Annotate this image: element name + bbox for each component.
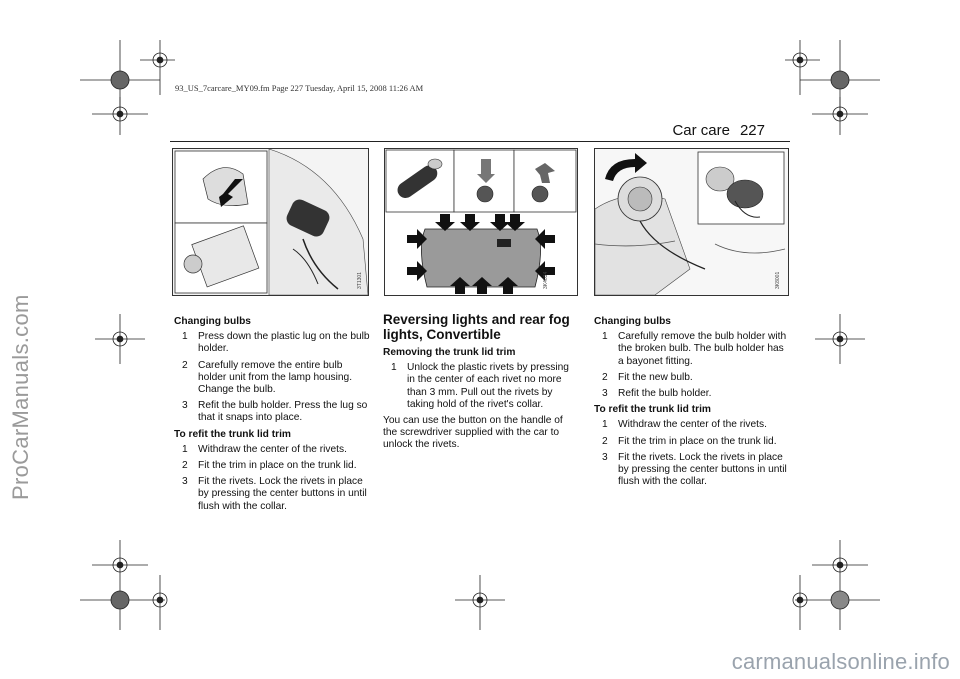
illustration-lamp-housing [173, 149, 368, 295]
figure-code: 3T1301 [357, 272, 363, 289]
list-item: 1 Carefully remove the bulb holder with the broken bulb. The bulb holder has a bayonet fitting. [602, 331, 787, 367]
list-item: 1 Press down the plastic lug on the bulb holder. [182, 331, 370, 355]
list-item: 3 Refit the bulb holder. [602, 388, 712, 400]
figure-code: 3K8001 [775, 271, 781, 289]
column-middle [383, 312, 579, 456]
illustration-bulb-holder [595, 149, 788, 295]
list-item: 2 Fit the trim in place on the trunk lid. [182, 460, 357, 472]
figure-bulb-holder-housing [172, 148, 369, 296]
subheading-changing-bulbs: Changing bulbs [174, 316, 251, 327]
footer-watermark: carmanualsonline.info [731, 649, 950, 674]
list-item: 2 Fit the new bulb. [602, 371, 693, 383]
list-item: 3 Refit the bulb holder. Press the lug so that it snaps into place. [182, 400, 368, 424]
subheading-changing-bulbs: Changing bulbs [594, 316, 671, 327]
figure-bulb-replacement [594, 148, 789, 296]
page-header [662, 122, 765, 139]
list-item: 1 Withdraw the center of the rivets. [602, 419, 767, 431]
list-item: 2 Carefully remove the entire bulb holder unit from the lamp housing. Change the bulb. [182, 359, 353, 396]
list-item: 3 Fit the rivets. Lock the rivets in place by pressing the center buttons in until flush with the collar. [182, 476, 367, 512]
list-item: 1 Withdraw the center of the rivets. [182, 443, 347, 455]
section-heading: Reversing lights and rear fog lights, Convertible [383, 312, 570, 342]
list-item: 1 Unlock the plastic rivets by pressing in the center of each rivet no more than 3 mm. Pull out the rivets by taking hold of the rivet's collar. [391, 362, 569, 410]
subheading-refit-trim: To refit the trunk lid trim [174, 428, 291, 440]
page-number: 227 [739, 122, 765, 139]
section-title: Car care [672, 122, 730, 139]
header-rule [170, 141, 790, 142]
paragraph-screwdriver-tip: You can use the button on the handle of the screwdriver supplied with the car to unlock the rivets. [383, 415, 563, 451]
figure-code: 3K4034 [543, 271, 549, 289]
column-left [174, 316, 370, 517]
list-item: 2 Fit the trim in place on the trunk lid. [602, 435, 777, 447]
list-item: 3 Fit the rivets. Lock the rivets in place by pressing the center buttons in until flush with the collar. [602, 451, 787, 488]
figure-trunk-lid-rivets [384, 148, 578, 296]
subheading-remove-trim: Removing the trunk lid trim [383, 347, 516, 358]
sidebar-watermark: ProCarManuals.com [8, 294, 33, 500]
print-header: 93_US_7carcare_MY09.fm Page 227 Tuesday, April 15, 2008 11:26 AM [175, 83, 424, 93]
subheading-refit-trim: To refit the trunk lid trim [594, 404, 711, 416]
column-right [594, 316, 790, 492]
